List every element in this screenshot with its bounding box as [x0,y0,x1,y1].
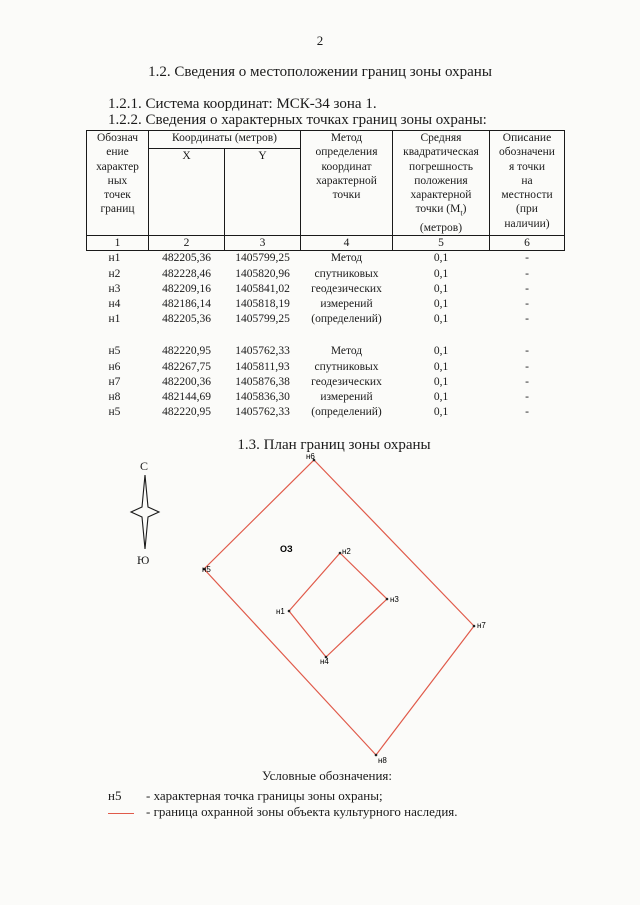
error-cell: 0,1 [433,391,449,403]
y-coordinate: 1405811,93 [235,360,290,373]
error-cell: 0,1 [433,297,449,310]
description-cell: - [525,375,529,388]
plan-title: 1.3. План границ зоны охраны [237,437,431,453]
group1-rows [87,251,565,328]
description-cell: - [525,282,529,295]
y-coordinate: 1405876,38 [235,375,290,388]
point-marker [473,625,476,628]
y-coordinate: 1405841,02 [235,282,290,295]
method-cell: Метод [330,252,363,265]
x-coordinate: 482209,16 [162,282,211,295]
points-heading: 1.2.2. Сведения о характерных точках границ зоны охраны: [108,112,487,128]
point-id: н1 [108,252,121,265]
point-id: н3 [108,282,121,295]
y-coordinate: 1405818,19 [235,297,290,310]
point-id: н5 [108,345,121,358]
y-coordinate: 1405762,33 [235,345,290,358]
col-number: 1 [87,236,149,251]
page-number: 2 [316,33,324,48]
y-coordinate: 1405799,25 [235,252,290,265]
description-cell: - [525,252,529,265]
legend-point-text: - характерная точка границы зоны охраны; [146,788,383,803]
header-point-id: Обознач ение характер ных точек границ [87,131,149,236]
header-coords-group: Координаты (метров) [149,131,301,149]
description-cell: - [525,360,529,373]
x-coordinate: 482186,14 [162,297,211,310]
group2-rows [87,344,565,420]
error-cell: 0,1 [433,360,449,373]
error-cell: 0,1 [433,406,449,419]
legend-boundary-line-icon [108,813,134,814]
table-row [87,405,565,420]
description-cell: - [525,391,529,403]
method-cell: (определений) [311,313,382,326]
section-title: 1.2. Сведения о местоположении границ зоны охраны [148,64,492,80]
col-number: 4 [301,236,393,251]
point-id: н1 [108,313,121,326]
point-label-n2: н2 [342,547,351,556]
header-description: Описание обозначени я точки на местности (при наличии) [490,131,565,236]
table-row [87,344,565,359]
inner-boundary [289,553,387,657]
col-number: 2 [149,236,225,251]
header-error: Средняя квадратическая погрешность положения характерной точки $(M_t)$ (метров) [393,131,490,236]
method-cell: (определений) [311,406,382,419]
point-id: н5 [108,406,121,419]
table-row [87,390,565,405]
error-cell: 0,1 [433,375,449,388]
point-marker [386,598,389,601]
point-label-n5: н5 [202,565,211,574]
point-label-n3: н3 [390,595,399,604]
point-label-n1: н1 [276,607,285,616]
method-cell: геодезических [311,282,382,295]
error-cell: 0,1 [433,267,449,280]
col-number: 5 [393,236,490,251]
header-method: Метод определения координат характерной точки [301,131,393,236]
point-id: н2 [108,267,121,280]
x-coordinate: 482144,69 [162,391,211,403]
error-cell: 0,1 [433,345,449,358]
description-cell: - [525,345,529,358]
error-cell: 0,1 [433,313,449,326]
method-cell: Метод [330,345,363,358]
column-numbers-row [87,236,565,251]
point-label-n6: н6 [306,452,315,461]
table-row [87,312,565,327]
col-number: 3 [225,236,301,251]
x-coordinate: 482220,95 [162,406,211,419]
table-row [87,251,565,267]
point-label-n4: н4 [320,657,329,666]
compass-icon [128,473,162,551]
outer-boundary [204,460,474,755]
y-coordinate: 1405836,30 [235,391,290,403]
legend-line-text: - граница охранной зоны объекта культурного наследия. [146,804,458,819]
error-cell: 0,1 [433,282,449,295]
coord-system-heading: 1.2.1. Система координат: МСК-34 зона 1. [108,96,377,112]
point-id: н6 [108,360,121,373]
description-cell: - [525,313,529,326]
point-id: н4 [108,297,121,310]
table-row [87,297,565,312]
header-x: X [149,149,225,236]
x-coordinate: 482220,95 [162,345,211,358]
method-cell: спутниковых [314,267,379,280]
group-separator [87,327,565,344]
header-y: Y [225,149,301,236]
description-cell: - [525,406,529,419]
x-coordinate: 482200,36 [162,375,211,388]
table-row [87,360,565,375]
col-number: 6 [490,236,565,251]
method-cell: измерений [320,391,373,403]
point-id: н8 [108,391,121,403]
point-marker [339,552,342,555]
y-coordinate: 1405799,25 [235,313,290,326]
point-marker [288,610,291,613]
method-cell: измерений [320,297,373,310]
coordinates-table [86,130,565,420]
description-cell: - [525,297,529,310]
table-row [87,282,565,297]
x-coordinate: 482205,36 [162,313,211,326]
x-coordinate: 482228,46 [162,267,211,280]
boundary-plan [190,452,500,764]
point-label-n8: н8 [378,756,387,764]
method-cell: спутниковых [314,360,379,373]
method-cell: геодезических [311,375,382,388]
table-row [87,267,565,282]
error-cell: 0,1 [433,252,449,265]
x-coordinate: 482267,75 [162,360,211,373]
compass-south-label: Ю [137,553,150,567]
legend-title: Условные обозначения: [262,768,393,783]
point-label-n7: н7 [477,621,486,630]
legend-point-symbol: н5 [108,788,122,803]
y-coordinate: 1405820,96 [235,267,290,280]
zone-label: ОЗ [280,544,293,554]
y-coordinate: 1405762,33 [235,406,290,419]
description-cell: - [525,267,529,280]
x-coordinate: 482205,36 [162,252,211,265]
point-marker [375,754,378,757]
table-row [87,375,565,390]
point-id: н7 [108,375,121,388]
compass-north-label: С [140,459,149,473]
